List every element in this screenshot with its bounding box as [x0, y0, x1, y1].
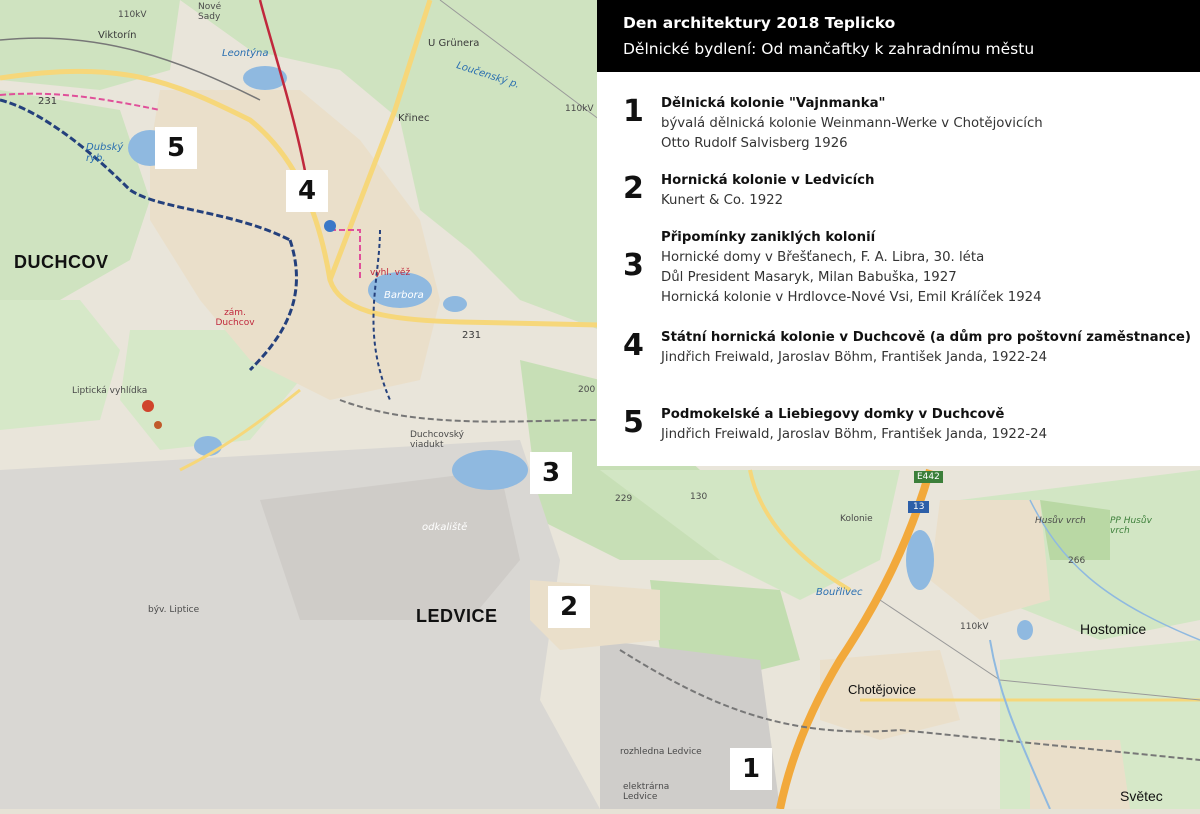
poi-label: vyhl. věž: [370, 268, 411, 278]
legend-item-number: 3: [623, 248, 644, 283]
legend-header: [597, 0, 1200, 72]
water-label: Dubský ryb.: [86, 142, 124, 164]
poi-label: Liptická vyhlídka: [72, 386, 148, 396]
legend-item-line: Otto Rudolf Salvisberg 1926: [661, 136, 848, 151]
water-label: Leontýna: [222, 48, 269, 59]
water-label: Barbora: [384, 290, 424, 301]
legend-item-title: Podmokelské a Liebiegovy domky v Duchcově: [661, 407, 1005, 422]
powerline-label: 110kV: [960, 622, 989, 632]
place-label: Kolonie: [840, 514, 873, 524]
place-label: Nové Sady: [198, 2, 222, 22]
legend-item-number: 5: [623, 405, 644, 440]
town-label-ledvice: LEDVICE: [416, 606, 498, 626]
water-label: odkaliště: [422, 522, 468, 533]
road-number-130: 130: [690, 492, 708, 502]
legend-subtitle: Dělnické bydlení: Od mančaftky k zahradnímu městu: [623, 40, 1035, 58]
powerline-label: 110kV: [565, 104, 594, 114]
town-label-svetec: Světec: [1120, 788, 1163, 804]
legend-item-number: 1: [623, 94, 644, 129]
place-label: Husův vrch: [1035, 516, 1086, 526]
place-label: Křinec: [398, 113, 430, 124]
poi-label: Duchcovský viadukt: [410, 430, 464, 450]
location-marker-5[interactable]: 5: [155, 127, 197, 169]
legend-item-line: Důl President Masaryk, Milan Babuška, 1927: [661, 270, 957, 285]
town-label-chotejovice: Chotějovice: [848, 682, 916, 697]
water-label: Bouřlivec: [816, 587, 863, 598]
place-label: býv. Liptice: [148, 605, 200, 615]
location-marker-1[interactable]: 1: [730, 748, 772, 790]
location-marker-2[interactable]: 2: [548, 586, 590, 628]
town-label-hostomice: Hostomice: [1080, 621, 1147, 637]
legend-item-title: Hornická kolonie v Ledvicích: [661, 173, 875, 188]
legend-panel: [597, 0, 1200, 466]
poi-label: zám. Duchcov: [215, 308, 255, 328]
town-label-duchcov: DUCHCOV: [14, 252, 109, 272]
legend-item-line: Kunert & Co. 1922: [661, 193, 784, 208]
location-marker-4[interactable]: 4: [286, 170, 328, 212]
legend-item-number: 2: [623, 171, 644, 206]
place-label: Viktorín: [98, 30, 137, 41]
elevation-229: 229: [615, 494, 633, 504]
road-number-231: 231: [462, 330, 482, 341]
legend-item-line: bývalá dělnická kolonie Weinmann-Werke v Chotějovicích: [661, 116, 1043, 131]
place-label: PP Husův vrch: [1110, 516, 1152, 536]
legend-item-number: 4: [623, 328, 644, 363]
road-number-13: 13: [908, 501, 929, 513]
poi-label: rozhledna Ledvice: [620, 747, 702, 757]
legend-title: Den architektury 2018 Teplicko: [623, 14, 896, 32]
location-marker-3[interactable]: 3: [530, 452, 572, 494]
legend-item-line: Jindřich Freiwald, Jaroslav Böhm, František Janda, 1922-24: [661, 350, 1048, 365]
road-number-e442: E442: [914, 471, 943, 483]
water-label: Loučenský p.: [454, 60, 521, 91]
legend-item-line: Hornická kolonie v Hrdlovce-Nové Vsi, Emil Králíček 1924: [661, 290, 1042, 305]
contour-200: 200: [578, 385, 596, 395]
legend-item-title: Státní hornická kolonie v Duchcově (a dům pro poštovní zaměstnance): [661, 330, 1191, 345]
road-number-231: 231: [38, 96, 58, 107]
legend-item-title: Připomínky zaniklých kolonií: [661, 230, 876, 245]
powerline-label: 110kV: [118, 10, 147, 20]
legend-item-line: Hornické domy v Břešťanech, F. A. Libra, 30. léta: [661, 250, 985, 265]
legend-item-title: Dělnická kolonie "Vajnmanka": [661, 96, 886, 111]
legend-item-line: Jindřich Freiwald, Jaroslav Böhm, František Janda, 1922-24: [661, 427, 1048, 442]
elevation-266: 266: [1068, 556, 1086, 566]
poi-label: elektrárna Ledvice: [623, 782, 670, 802]
place-label: U Grünera: [428, 38, 480, 49]
